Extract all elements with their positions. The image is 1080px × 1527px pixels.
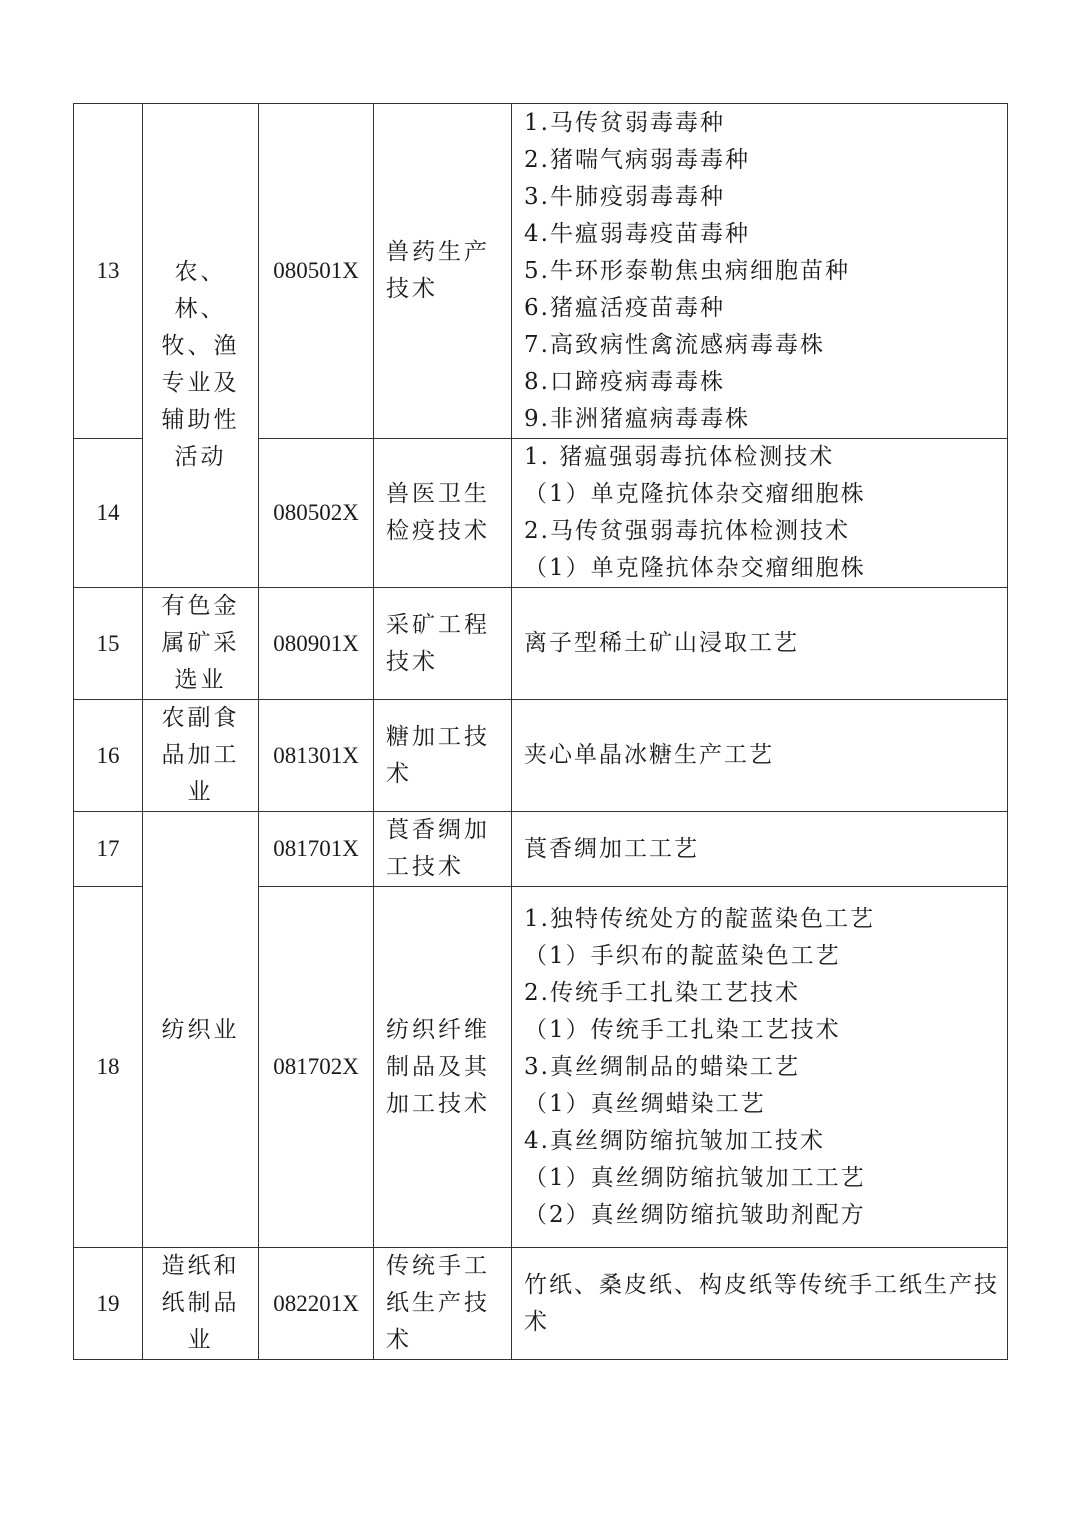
list-item: （1）手织布的靛蓝染色工艺	[524, 942, 841, 969]
list-item: （1）单克隆抗体杂交瘤细胞株	[524, 481, 866, 507]
code-cell: 081701X	[259, 812, 374, 887]
list-item: 离子型稀土矿山浸取工艺	[524, 630, 799, 656]
industry-cell: 造纸和纸制品业	[143, 1248, 259, 1360]
category-cell: 莨香绸加工技术	[374, 812, 512, 887]
row-number: 15	[74, 588, 143, 700]
list-item: 9.非洲猪瘟病毒毒株	[524, 405, 750, 432]
industry-cell: 有色金属矿采选业	[143, 588, 259, 700]
industry-cell: 农副食品加工业	[143, 700, 259, 812]
category-cell: 采矿工程技术	[374, 588, 512, 700]
table-row	[74, 104, 1008, 439]
technology-table	[73, 103, 1008, 1360]
category-cell: 传统手工纸生产技术	[374, 1248, 512, 1360]
code-cell: 082201X	[259, 1248, 374, 1360]
items-cell	[512, 812, 1008, 887]
table-row	[74, 812, 1008, 887]
code-cell: 080901X	[259, 588, 374, 700]
table-row	[74, 700, 1008, 812]
row-number: 13	[74, 104, 143, 439]
items-cell	[512, 588, 1008, 700]
items-cell	[512, 887, 1008, 1248]
list-item: 3.真丝绸制品的蜡染工艺	[524, 1053, 800, 1080]
row-number: 16	[74, 700, 143, 812]
list-item: 3.牛肺疫弱毒毒种	[524, 183, 725, 210]
list-item: （1）真丝绸蜡染工艺	[524, 1090, 766, 1117]
row-number: 17	[74, 812, 143, 887]
list-item: 竹纸、桑皮纸、构皮纸等传统手工纸生产技术	[524, 1271, 999, 1335]
list-item: （2）真丝绸防缩抗皱助剂配方	[524, 1201, 866, 1228]
industry-cell: 农、林、牧、渔专业及辅助性活动	[143, 104, 259, 588]
list-item: 5.牛环形泰勒焦虫病细胞苗种	[524, 257, 850, 284]
code-cell: 081301X	[259, 700, 374, 812]
industry-cell: 纺织业	[143, 812, 259, 1248]
category-cell: 纺织纤维制品及其加工技术	[374, 887, 512, 1248]
items-cell	[512, 104, 1008, 439]
items-cell	[512, 1248, 1008, 1360]
list-item: （1）传统手工扎染工艺技术	[524, 1016, 841, 1043]
items-cell	[512, 700, 1008, 812]
list-item: 1.独特传统处方的靛蓝染色工艺	[524, 905, 875, 932]
table-row	[74, 588, 1008, 700]
code-cell: 081702X	[259, 887, 374, 1248]
list-item: 7.高致病性禽流感病毒毒株	[524, 331, 825, 358]
list-item: （1）真丝绸防缩抗皱加工工艺	[524, 1164, 866, 1191]
list-item: 1.马传贫弱毒毒种	[524, 109, 725, 136]
list-item: 夹心单晶冰糖生产工艺	[524, 742, 774, 768]
row-number: 14	[74, 439, 143, 588]
list-item: 2.传统手工扎染工艺技术	[524, 979, 800, 1006]
list-item: 莨香绸加工工艺	[524, 835, 699, 862]
code-cell: 080502X	[259, 439, 374, 588]
list-item: 4.牛瘟弱毒疫苗毒种	[524, 220, 750, 247]
items-cell	[512, 439, 1008, 588]
list-item: 4.真丝绸防缩抗皱加工技术	[524, 1127, 825, 1154]
category-cell: 兽医卫生检疫技术	[374, 439, 512, 588]
category-cell: 糖加工技术	[374, 700, 512, 812]
list-item: 6.猪瘟活疫苗毒种	[524, 294, 725, 321]
row-number: 19	[74, 1248, 143, 1360]
category-cell: 兽药生产技术	[374, 104, 512, 439]
list-item: 8.口蹄疫病毒毒株	[524, 368, 725, 395]
list-item: 1. 猪瘟强弱毒抗体检测技术	[524, 444, 835, 470]
list-item: （1）单克隆抗体杂交瘤细胞株	[524, 555, 866, 581]
list-item: 2.猪喘气病弱毒毒种	[524, 146, 750, 173]
row-number: 18	[74, 887, 143, 1248]
table-row	[74, 1248, 1008, 1360]
code-cell: 080501X	[259, 104, 374, 439]
list-item: 2.马传贫强弱毒抗体检测技术	[524, 518, 850, 544]
